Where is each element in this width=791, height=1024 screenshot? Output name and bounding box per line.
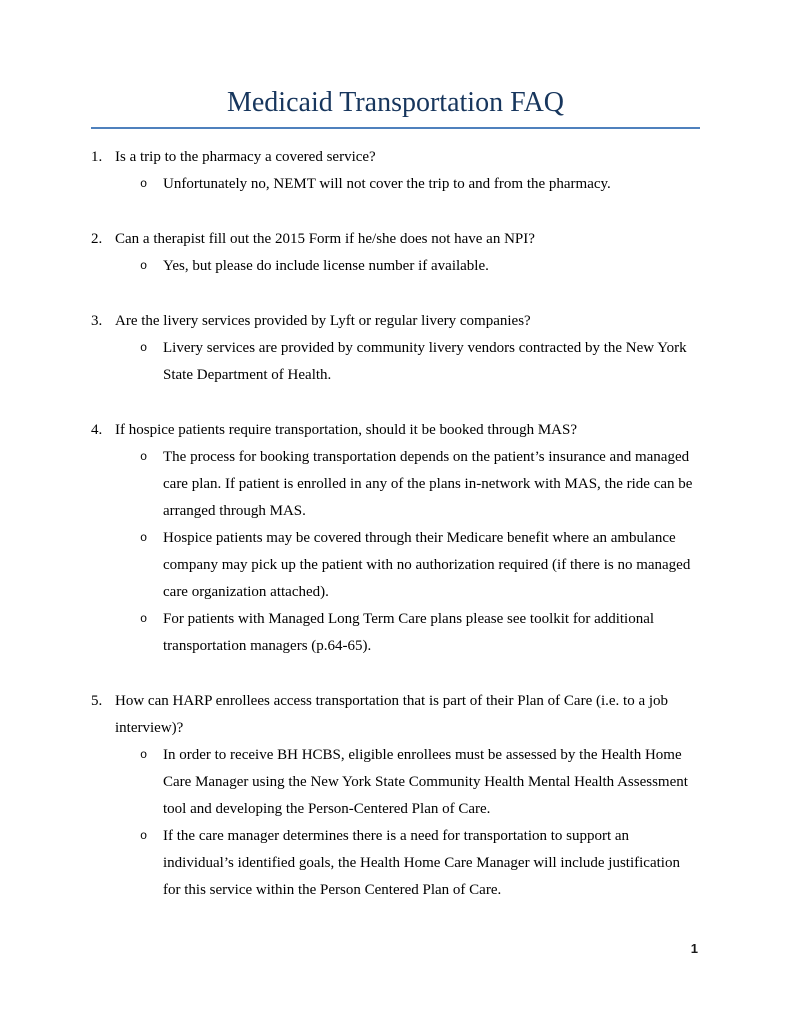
- document-content: [91, 86, 700, 932]
- answer-row: [91, 335, 700, 389]
- answer-list: [91, 335, 700, 389]
- faq-item: [91, 308, 700, 389]
- question-number: 4.: [91, 422, 103, 438]
- answer-text: For patients with Managed Long Term Care plans please see toolkit for additional transportation managers (p.64-65).: [163, 611, 655, 654]
- faq-item: [91, 226, 700, 280]
- question-number: 5.: [91, 693, 103, 709]
- question-row: [91, 688, 700, 742]
- answer-text: In order to receive BH HCBS, eligible enrollees must be assessed by the Health Home Care Manager using the New York State Community Health Mental Health Assessment tool and developing the Person-Centered Plan of Care.: [163, 747, 688, 817]
- answer-list: [91, 171, 700, 198]
- bullet-marker: o: [140, 450, 148, 464]
- answer-list: [91, 444, 700, 660]
- bullet-marker: o: [140, 259, 148, 273]
- question-row: [91, 226, 700, 253]
- answer-text: Yes, but please do include license number if available.: [163, 258, 489, 274]
- answer-row: [91, 444, 700, 525]
- answer-text: If the care manager determines there is a need for transportation to support an individual’s identified goals, the Health Home Care Manager will include justification for this service within the Person Centered Plan of Care.: [163, 828, 680, 898]
- answer-text: Unfortunately no, NEMT will not cover the trip to and from the pharmacy.: [163, 176, 611, 192]
- answer-text: Livery services are provided by community livery vendors contracted by the New York State Department of Health.: [163, 340, 687, 383]
- question-row: [91, 144, 700, 171]
- answer-row: [91, 606, 700, 660]
- bullet-marker: o: [140, 612, 148, 626]
- page-number: 1: [690, 941, 698, 956]
- answer-text: The process for booking transportation depends on the patient’s insurance and managed care plan. If patient is enrolled in any of the plans in-network with MAS, the ride can be arranged through MAS.: [163, 449, 693, 519]
- question-text: Is a trip to the pharmacy a covered service?: [115, 149, 376, 165]
- answer-row: [91, 171, 700, 198]
- faq-item: [91, 144, 700, 198]
- bullet-marker: o: [140, 531, 148, 545]
- answer-row: [91, 253, 700, 280]
- faq-item: [91, 688, 700, 904]
- question-row: [91, 417, 700, 444]
- page-title: Medicaid Transportation FAQ: [91, 86, 700, 129]
- bullet-marker: o: [140, 177, 148, 191]
- question-row: [91, 308, 700, 335]
- answer-row: [91, 823, 700, 904]
- question-text: Can a therapist fill out the 2015 Form if he/she does not have an NPI?: [115, 231, 535, 247]
- answer-row: [91, 525, 700, 606]
- faq-item: [91, 417, 700, 660]
- question-text: How can HARP enrollees access transportation that is part of their Plan of Care (i.e. to a job interview)?: [115, 693, 669, 736]
- question-number: 1.: [91, 149, 103, 165]
- bullet-marker: o: [140, 829, 148, 843]
- question-number: 3.: [91, 313, 103, 329]
- answer-text: Hospice patients may be covered through their Medicare benefit where an ambulance company may pick up the patient with no authorization required (if there is no managed care organization attached).: [163, 530, 691, 600]
- question-number: 2.: [91, 231, 103, 247]
- bullet-marker: o: [140, 341, 148, 355]
- answer-row: [91, 742, 700, 823]
- question-text: If hospice patients require transportation, should it be booked through MAS?: [115, 422, 577, 438]
- answer-list: [91, 253, 700, 280]
- bullet-marker: o: [140, 748, 148, 762]
- question-text: Are the livery services provided by Lyft or regular livery companies?: [115, 313, 531, 329]
- answer-list: [91, 742, 700, 904]
- faq-list: [91, 144, 700, 904]
